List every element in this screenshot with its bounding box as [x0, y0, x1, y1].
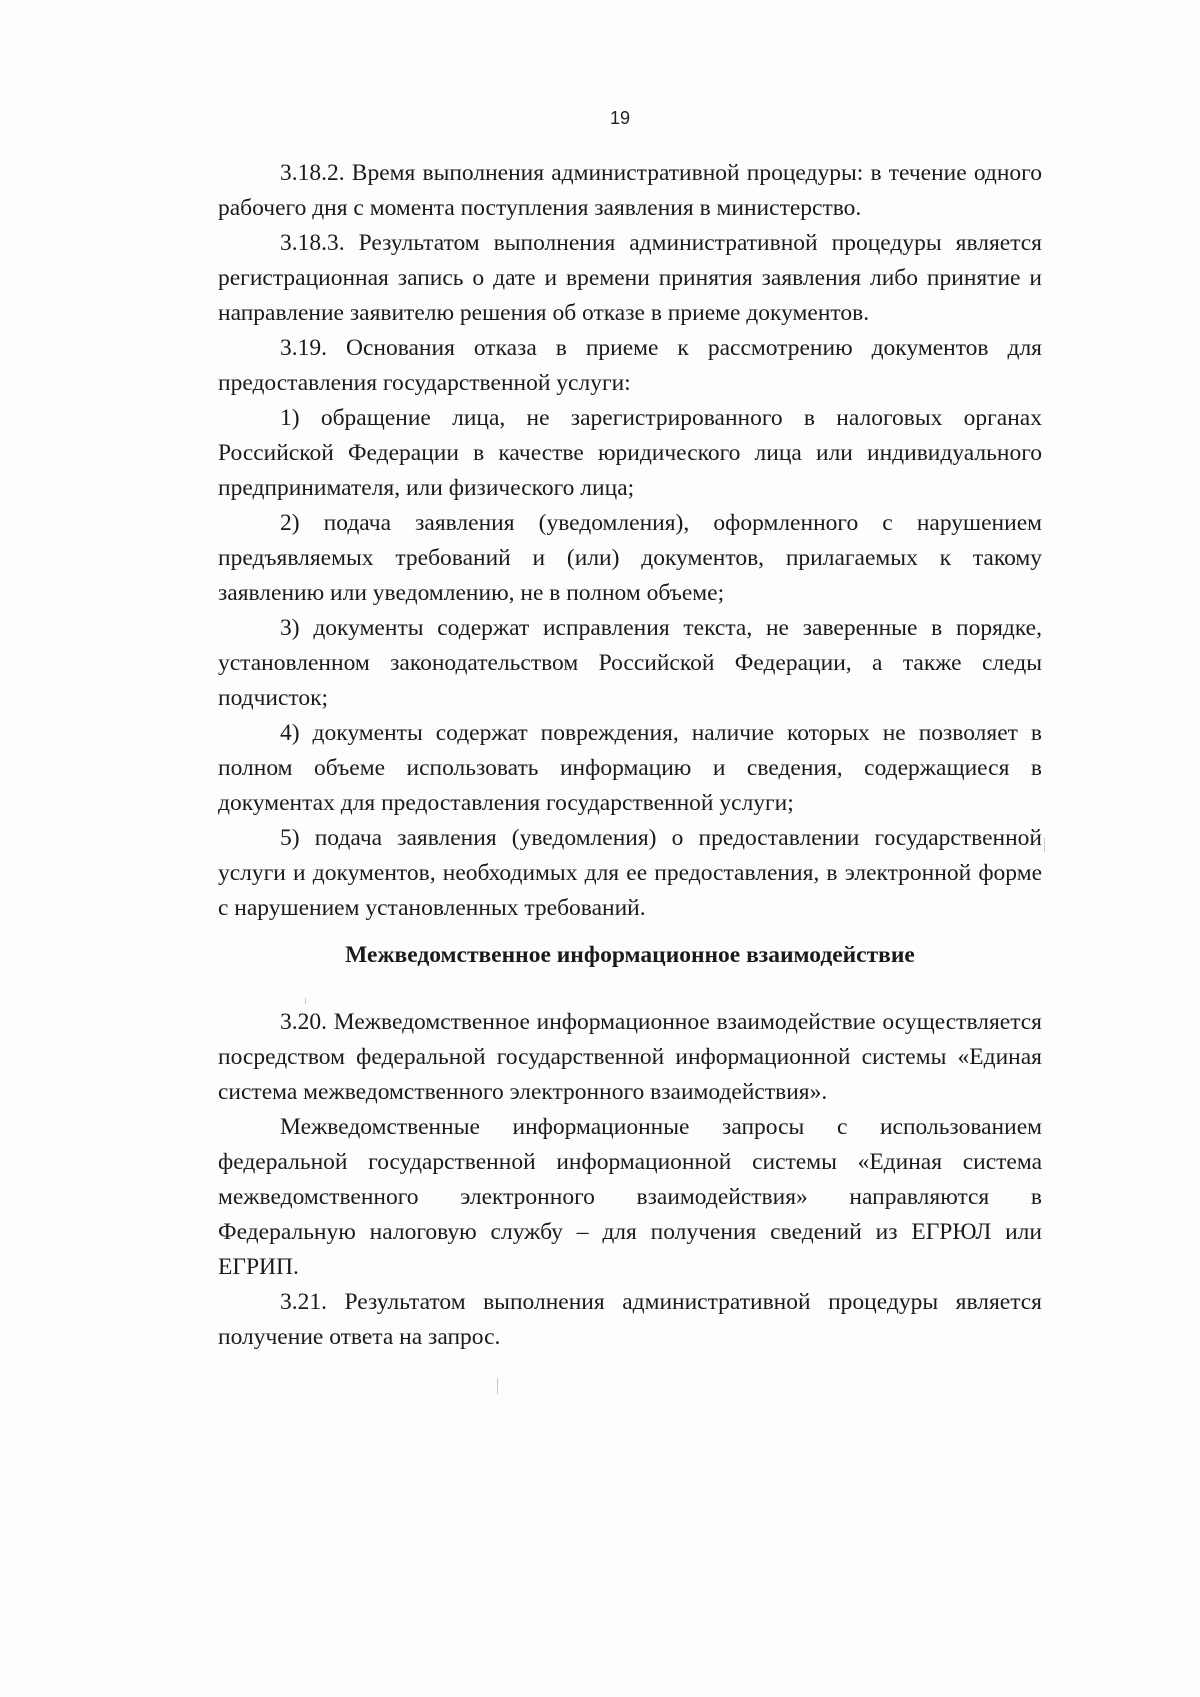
- regulation-text-block: [218, 156, 1042, 926]
- scan-artifact-line: [497, 1378, 498, 1394]
- paragraph-3-20: 3.20. Межведомственное информационное взаимодействие осуществляется посредством федеральной государственной информационной системы «Единая система межведомственного электронного взаимодействия».: [218, 1009, 1042, 1105]
- paragraph-3-21: 3.21. Результатом выполнения административной процедуры является получение ответа на запрос.: [218, 1289, 1042, 1350]
- interagency-text-block: [218, 1005, 1042, 1355]
- paragraph-3-18-2: 3.18.2. Время выполнения административной процедуры: в течение одного рабочего дня с момента поступления заявления в министерство.: [218, 160, 1042, 221]
- refusal-item-2: 2) подача заявления (уведомления), оформленного с нарушением предъявляемых требований и (или) документов, прилагаемых к такому заявлению или уведомлению, не в полном объеме;: [218, 510, 1042, 606]
- refusal-item-5: 5) подача заявления (уведомления) о предоставлении государственной услуги и документов, необходимых для ее предоставления, в электронной форме с нарушением установленных требований.: [218, 825, 1042, 921]
- refusal-item-1: 1) обращение лица, не зарегистрированного в налоговых органах Российской Федерации в качестве юридического лица или индивидуального предпринимателя, или физического лица;: [218, 405, 1042, 501]
- section-heading: Межведомственное информационное взаимодействие: [345, 942, 915, 968]
- paragraph-3-18-3: 3.18.3. Результатом выполнения административной процедуры является регистрационная запись о дате и времени принятия заявления либо принятие и направление заявителю решения об отказе в приеме документов.: [218, 230, 1042, 326]
- paragraph-requests: Межведомственные информационные запросы с использованием федеральной государственной информационной системы «Единая система межведомственного электронного взаимодействия» направляются в Федеральную налоговую службу – для получения сведений из ЕГРЮЛ или ЕГРИП.: [218, 1114, 1042, 1280]
- scan-artifact-line: [305, 998, 306, 1004]
- scan-artifact-line: [1044, 838, 1045, 852]
- paragraph-3-19: 3.19. Основания отказа в приеме к рассмотрению документов для предоставления государственной услуги:: [218, 335, 1042, 396]
- refusal-item-4: 4) документы содержат повреждения, наличие которых не позволяет в полном объеме использовать информацию и сведения, содержащиеся в документах для предоставления государственной услуги;: [218, 720, 1042, 816]
- refusal-item-3: 3) документы содержат исправления текста, не заверенные в порядке, установленном законодательством Российской Федерации, а также следы подчисток;: [218, 615, 1042, 711]
- page-number: 19: [609, 108, 631, 128]
